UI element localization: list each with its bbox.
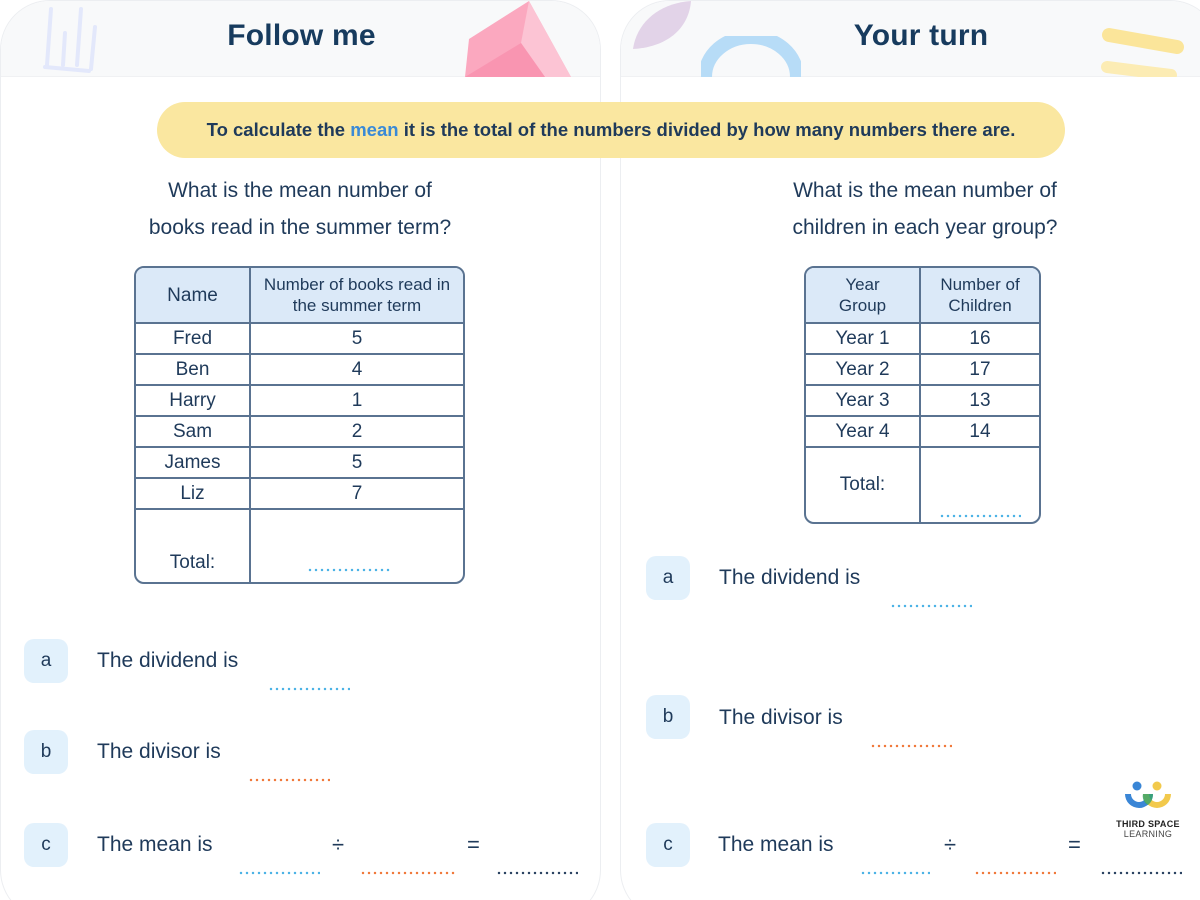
part-a-badge: a [24, 639, 68, 683]
books-read-table [134, 266, 465, 584]
table-row [136, 355, 463, 386]
divide-sign: ÷ [944, 832, 957, 857]
table-row [136, 448, 463, 479]
cell-value: 13 [921, 386, 1039, 417]
part-c-badge: c [646, 823, 690, 867]
cell-value: 7 [251, 479, 463, 510]
table-row [136, 324, 463, 355]
total-answer-cell[interactable] [921, 448, 1039, 522]
question-line: books read in the summer term? [148, 216, 452, 239]
column-header-books: Number of books read in the summer term [251, 268, 463, 324]
third-space-learning-logo [1108, 780, 1188, 840]
cell-name: Fred [136, 324, 251, 355]
cell-name: James [136, 448, 251, 479]
mean-answer-blank[interactable] [1100, 871, 1182, 875]
table-row [136, 417, 463, 448]
total-answer-cell[interactable] [251, 510, 463, 582]
cell-value: 5 [251, 448, 463, 479]
equals-sign: = [467, 832, 480, 857]
panel-header [621, 1, 1200, 77]
cell-name: Year 3 [806, 386, 921, 417]
total-label: Total: [136, 510, 251, 582]
column-header-year-group: Year Group [806, 268, 921, 324]
mean-answer-blank[interactable] [496, 871, 578, 875]
divisor-answer-blank[interactable] [248, 778, 330, 782]
mean-dividend-blank[interactable] [860, 871, 930, 875]
table-total-row [806, 448, 1039, 522]
cell-value: 5 [251, 324, 463, 355]
panel-header [1, 1, 600, 77]
part-b-text: The divisor is [719, 706, 843, 729]
total-answer-blank[interactable] [939, 514, 1021, 518]
part-c-text: The mean is [97, 833, 213, 856]
table-header-row [806, 268, 1039, 324]
equals-sign: = [1068, 832, 1081, 857]
hint-suffix: it is the total of the numbers divided by how many numbers there are. [398, 119, 1016, 140]
question-line: What is the mean number of [793, 179, 1057, 202]
part-a-text: The dividend is [97, 649, 239, 672]
cell-name: Liz [136, 479, 251, 510]
cell-value: 2 [251, 417, 463, 448]
table-header-row [136, 268, 463, 324]
table-row [806, 324, 1039, 355]
column-header-children: Number of Children [921, 268, 1039, 324]
cell-name: Sam [136, 417, 251, 448]
table-total-row [136, 510, 463, 582]
right-question [720, 172, 1130, 246]
mean-definition-banner [157, 102, 1065, 158]
divisor-answer-blank[interactable] [870, 744, 952, 748]
mean-dividend-blank[interactable] [238, 871, 320, 875]
mean-divisor-blank[interactable] [974, 871, 1056, 875]
table-row [806, 386, 1039, 417]
part-a-text: The dividend is [719, 566, 861, 589]
panel-title: Follow me [227, 19, 376, 52]
total-label: Total: [806, 448, 921, 522]
cell-value: 14 [921, 417, 1039, 448]
divide-sign: ÷ [332, 832, 345, 857]
cell-value: 17 [921, 355, 1039, 386]
cell-name: Year 1 [806, 324, 921, 355]
table-row [806, 355, 1039, 386]
cell-value: 4 [251, 355, 463, 386]
mean-divisor-blank[interactable] [360, 871, 456, 875]
hint-prefix: To calculate the [206, 119, 351, 140]
panel-title: Your turn [853, 19, 989, 52]
part-b-badge: b [24, 730, 68, 774]
cell-name: Harry [136, 386, 251, 417]
dividend-answer-blank[interactable] [890, 604, 972, 608]
cell-name: Year 2 [806, 355, 921, 386]
part-b-badge: b [646, 695, 690, 739]
logo-people-icon [1123, 780, 1173, 812]
logo-text-line2: LEARNING [1123, 829, 1173, 839]
part-a-badge: a [646, 556, 690, 600]
cell-name: Year 4 [806, 417, 921, 448]
cell-value: 16 [921, 324, 1039, 355]
column-header-name: Name [136, 268, 251, 324]
table-row [806, 417, 1039, 448]
question-line: children in each year group? [792, 216, 1058, 239]
part-b-text: The divisor is [97, 740, 221, 763]
part-c-badge: c [24, 823, 68, 867]
dividend-answer-blank[interactable] [268, 687, 350, 691]
question-line: What is the mean number of [168, 179, 432, 202]
table-row [136, 479, 463, 510]
part-c-text: The mean is [718, 833, 834, 856]
year-group-table [804, 266, 1041, 524]
cell-value: 1 [251, 386, 463, 417]
table-row [136, 386, 463, 417]
left-question [100, 172, 500, 246]
logo-text-line1: THIRD SPACE [1116, 819, 1180, 829]
total-answer-blank[interactable] [307, 568, 391, 572]
hint-keyword-mean: mean [350, 119, 399, 140]
cell-name: Ben [136, 355, 251, 386]
